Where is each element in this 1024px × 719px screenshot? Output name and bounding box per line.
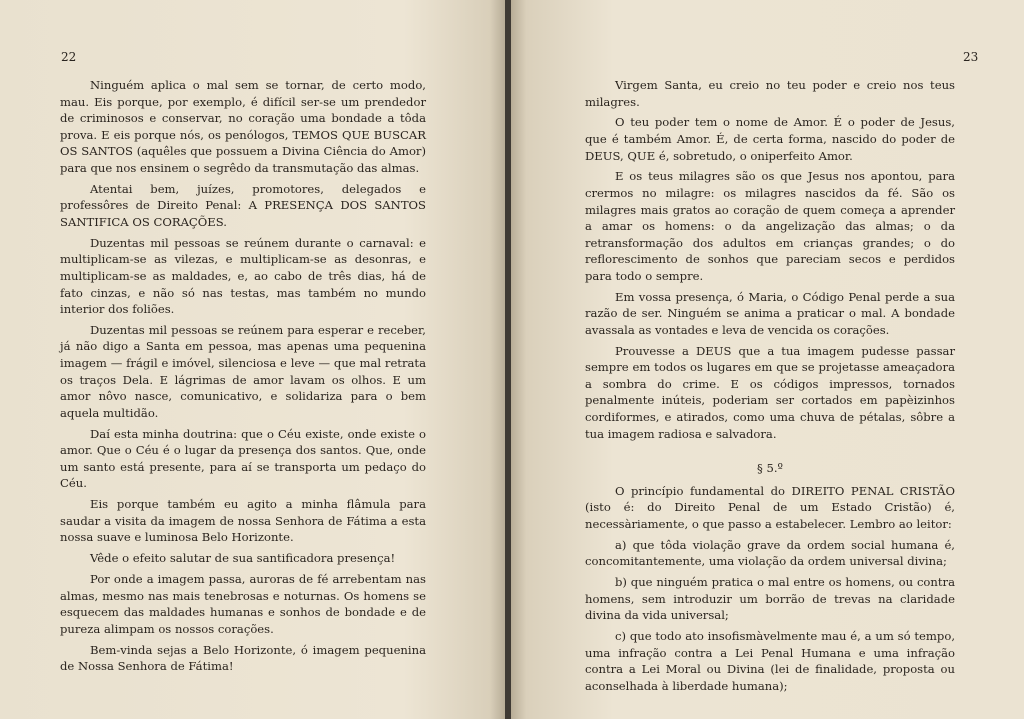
paragraph: Daí esta minha doutrina: que o Céu existe, onde existe o amor. Que o Céu é o lugar da presença dos santos. Que, onde um santo está presente, para aí se transporta um pedaço do Céu.	[60, 426, 426, 491]
paragraph: Em vossa presença, ó Maria, o Código Penal perde a sua razão de ser. Ninguém se anima a praticar o mal. A bondade avassala as vontades e leva de vencida os corações.	[585, 289, 955, 337]
page-number: 22	[61, 50, 77, 64]
paragraph: E os teus milagres são os que Jesus nos apontou, para crermos no milagre: os milagres nascidos da fé. São os milagres mais gratos ao coração de quem começa a aprender a amar os homens: o da angelização das almas; o da retransformação dos adultos em crianças grandes; o do reflorescimento de sonhos que pareciam secos e perdidos para todo o sempre.	[585, 169, 955, 283]
paragraph: Atentai bem, juízes, promotores, delegados e professôres de Direito Penal: A PRESENÇA DOS SANTOS SANTIFICA OS CORAÇÕES.	[60, 181, 426, 229]
paragraph: Vêde o efeito salutar de sua santificadora presença!	[90, 551, 396, 566]
paragraph: Duzentas mil pessoas se reúnem durante o carnaval: e multiplicam-se as vilezas, e multiplicam-se as desonras, e multiplicam-se as maldades, e, ao cabo de três dias, há de fato cinzas, e não só nas testas, mas também no mundo interior dos foliões.	[60, 235, 426, 317]
paragraph: Virgem Santa, eu creio no teu poder e creio nos teus milagres.	[585, 78, 955, 109]
paragraph: a) que tôda violação grave da ordem social humana é, concomitantemente, uma violação da ordem universal divina;	[585, 537, 955, 569]
paragraph: Ninguém aplica o mal sem se tornar, de certo modo, mau. Eis porque, por exemplo, é difícil ser-se um prendedor de criminosos e conservar, no coração uma bondade a tôda prova. E eis porque nós, os penólogos, TEMOS QUE BUSCAR OS SANTOS (aquêles que possuem a Divina Ciência do Amor) para que nos ensinem o segrêdo da transmutação das almas.	[60, 78, 426, 175]
paragraph: Duzentas mil pessoas se reúnem para esperar e receber, já não digo a Santa em pessoa, mas apenas uma pequenina imagem — frágil e imóvel, silenciosa e leve — que mal retrata os traços Dela. E lágrimas de amor lavam os olhos. E um amor nôvo nasce, comunicativo, e solidariza para o bem aquela multidão.	[60, 322, 426, 420]
paragraph: b) que ninguém pratica o mal entre os homens, ou contra homens, sem introduzir um borrão de trevas na claridade divina da vida universal;	[585, 575, 955, 623]
left-page	[0, 0, 505, 719]
paragraph: O teu poder tem o nome de Amor. É o poder de Jesus, que é também Amor. É, de certa forma, nascido do poder de DEUS, QUE é, sobretudo, o oniperfeito Amor.	[585, 115, 955, 163]
page-body	[60, 77, 426, 679]
paragraph: Bem-vinda sejas a Belo Horizonte, ó imagem pequenina de Nossa Senhora de Fátima!	[60, 642, 426, 674]
paragraph: Eis porque também eu agito a minha flâmula para saudar a visita da imagem de nossa Senhora de Fátima a esta nossa suave e luminosa Belo Horizonte.	[60, 497, 426, 545]
paragraph: O princípio fundamental do DIREITO PENAL CRISTÃO (isto é: do Direito Penal de um Estado Cristão) é, necessàriamente, o que passo a estabelecer. Lembro ao leitor:	[585, 483, 955, 531]
right-page	[511, 0, 1024, 719]
paragraph: Por onde a imagem passa, auroras de fé arrebentam nas almas, mesmo nas mais tenebrosas e noturnas. Os homens se esquecem das maldades humanas e sonhos de bondade e de pureza alimpam os nossos corações.	[60, 571, 426, 636]
page-number: 23	[963, 50, 979, 64]
page-body	[585, 77, 955, 699]
paragraph: c) que todo ato insofismàvelmente mau é, a um só tempo, uma infração contra a Lei Penal Humana e uma infração contra a Lei Moral ou Divina (lei de finalidade, proposta ou aconselhada à liberdade humana);	[585, 629, 955, 693]
section-heading: § 5.º	[757, 461, 783, 476]
paragraph: Prouvesse a DEUS que a tua imagem pudesse passar sempre em todos os lugares em que se projetasse ameaçadora a sombra do crime. E os códigos impressos, tornados penalmente inúteis, poderiam ser cortados em papèizinhos cordiformes, e atirados, como uma chuva de pétalas, sôbre a tua imagem radiosa e salvadora.	[585, 343, 955, 441]
